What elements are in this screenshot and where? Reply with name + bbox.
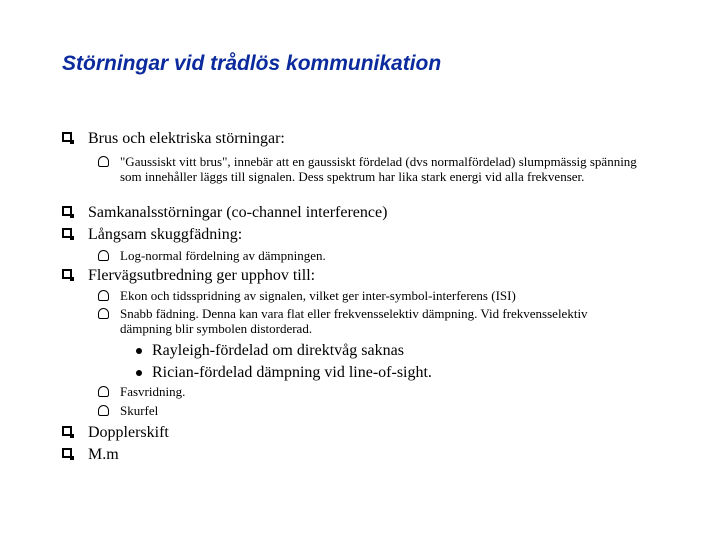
bullet-text: Brus och elektriska störningar: <box>88 130 285 147</box>
round-bullet-icon <box>98 250 109 261</box>
checkbox-bullet-icon <box>62 269 72 279</box>
checkbox-bullet-icon <box>62 206 72 216</box>
dot-bullet-icon <box>136 348 142 354</box>
sub-bullet-text: Ekon och tidsspridning av signalen, vilket ger inter-symbol-interferens (ISI) <box>120 288 516 303</box>
dot-bullet-icon <box>136 370 142 376</box>
sub-bullet-text: Fasvridning. <box>120 384 186 399</box>
sub-bullet-text: "Gaussiskt vitt brus", innebär att en gaussiskt fördelad (dvs normalfördelad) slumpmässig spänning som innehåller läggs till signalen. Dess spektrum har lika stark energi vid alla frekvenser. <box>120 154 637 184</box>
checkbox-bullet-icon <box>62 228 72 238</box>
sub-bullet-text: Log-normal fördelning av dämpningen. <box>120 248 326 263</box>
checkbox-bullet-icon <box>62 132 72 142</box>
checkbox-bullet-icon <box>62 448 72 458</box>
round-bullet-icon <box>98 386 109 397</box>
sub-sub-bullet-text: Rician-fördelad dämpning vid line-of-sight. <box>152 364 432 381</box>
round-bullet-icon <box>98 156 109 167</box>
bullet-text: Långsam skuggfädning: <box>88 226 243 243</box>
sub-sub-bullet-text: Rayleigh-fördelad om direktvåg saknas <box>152 342 404 359</box>
round-bullet-icon <box>98 308 109 319</box>
bullet-text: M.m <box>88 446 119 463</box>
bullet-text: Samkanalsstörningar (co-channel interference) <box>88 204 388 221</box>
bullet-text: Flervägsutbredning ger upphov till: <box>88 267 316 284</box>
slide-title: Störningar vid trådlös kommunikation <box>62 52 442 75</box>
round-bullet-icon <box>98 290 109 301</box>
checkbox-bullet-icon <box>62 426 72 436</box>
sub-bullet-text: Snabb fädning. Denna kan vara flat eller frekvensselektiv dämpning. Vid frekvensselektiv dämpning blir symbolen distorderad. <box>120 306 588 336</box>
sub-bullet-text: Skurfel <box>120 403 159 418</box>
round-bullet-icon <box>98 405 109 416</box>
bullet-text: Dopplerskift <box>88 424 169 441</box>
